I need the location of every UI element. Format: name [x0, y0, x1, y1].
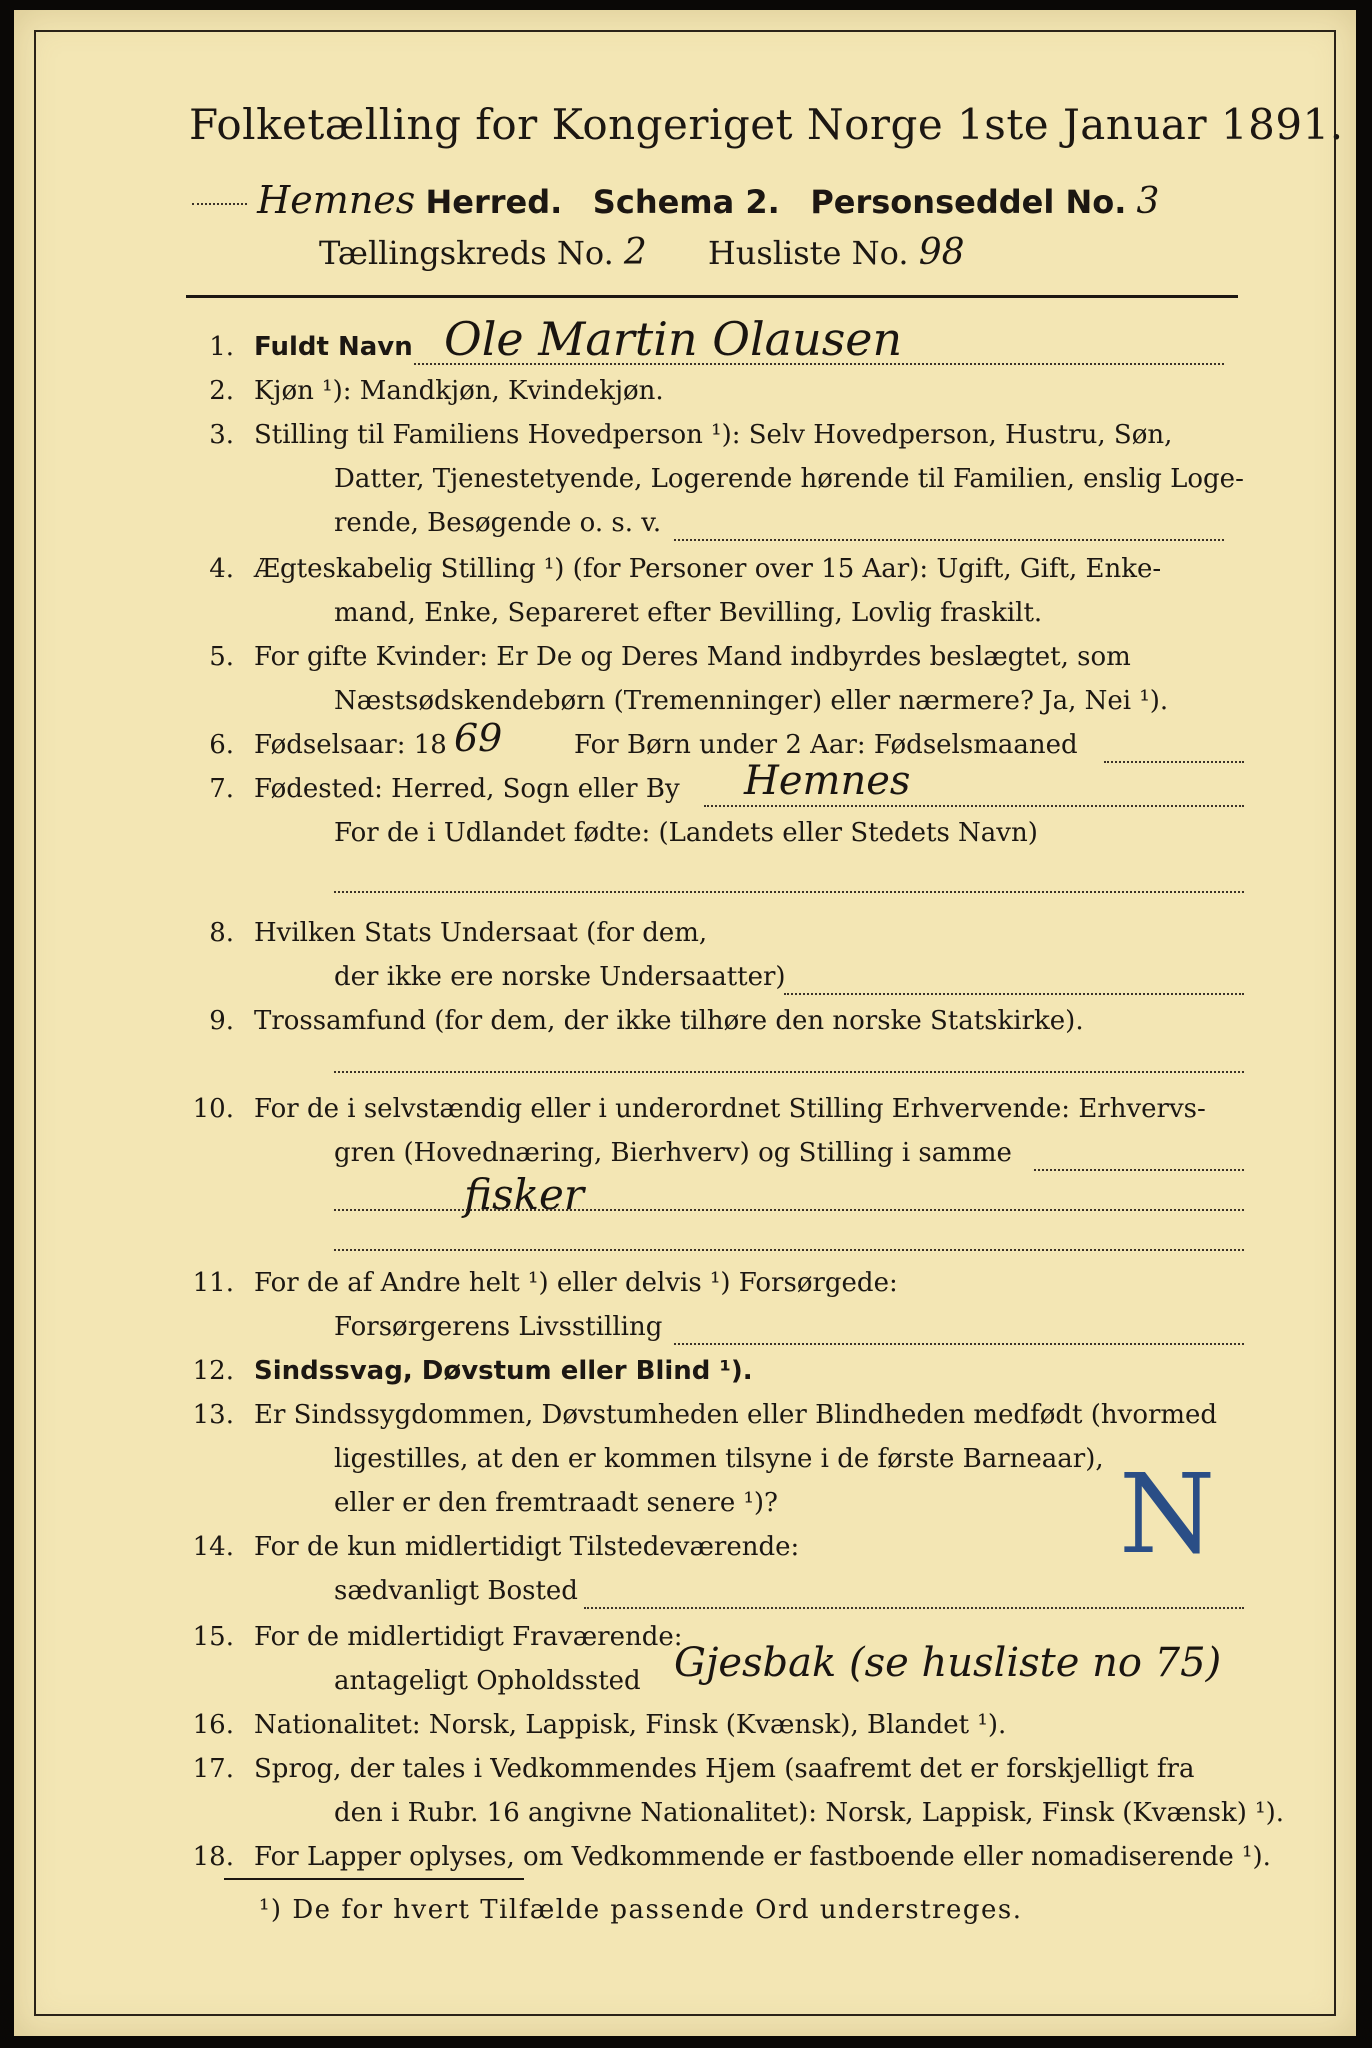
- full-name-handwritten: Ole Martin Olausen: [444, 312, 903, 366]
- row-number: 3.: [209, 420, 234, 450]
- row-10-line-2: gren (Hovednæring, Bierhverv) og Stilling i samme: [334, 1138, 1012, 1168]
- dotted-leader: [674, 1342, 1244, 1345]
- row-13-line-2: ligestilles, at den er kommen tilsyne i de første Barneaar),: [334, 1444, 1104, 1474]
- dotted-leader: [784, 992, 1244, 995]
- row-4-line-1: Ægteskabelig Stilling ¹) (for Personer over 15 Aar): Ugift, Gift, Enke-: [254, 554, 1162, 584]
- row-number: 17.: [192, 1754, 234, 1784]
- row-15-line-2: antageligt Opholdssted: [334, 1666, 641, 1696]
- kreds-line: [319, 232, 965, 273]
- row-9-text: Trossamfund (for dem, der ikke tilhøre den norske Statskirke).: [254, 1006, 1084, 1036]
- occupation-handwritten: fisker: [464, 1170, 584, 1219]
- row-10-line-1: For de i selvstændig eller i underordnet Stilling Erhvervende: Erhvervs-: [254, 1094, 1206, 1124]
- dotted-leader: [1034, 1168, 1244, 1171]
- row-8-line-2: der ikke ere norske Undersaatter): [334, 962, 786, 992]
- dotted-leader: [334, 1208, 1244, 1211]
- dotted-leader: [1104, 760, 1244, 763]
- row-3-line-2: Datter, Tjenestetyende, Logerende hørende til Familien, enslig Loge-: [334, 464, 1244, 494]
- row-number: 5.: [209, 642, 234, 672]
- herred-handwritten: Hemnes: [257, 178, 416, 222]
- row-number: 8.: [209, 918, 234, 948]
- row-number: 7.: [209, 774, 234, 804]
- row-11-line-2: Forsørgerens Livsstilling: [334, 1312, 663, 1342]
- schema-label: Schema 2.: [592, 183, 780, 221]
- herred-line: [192, 178, 1159, 222]
- row-3-line-1: Stilling til Familiens Hovedperson ¹): Selv Hovedperson, Hustru, Søn,: [254, 420, 1173, 450]
- birthplace-handwritten: Hemnes: [744, 758, 911, 804]
- row-number: 2.: [209, 376, 234, 406]
- personseddel-number: 3: [1136, 181, 1160, 222]
- birth-year-handwritten: 69: [454, 716, 503, 760]
- row-14-line-2: sædvanligt Bosted: [334, 1576, 578, 1606]
- footnote-rule: [224, 1878, 524, 1880]
- footnote: ¹) De for hvert Tilfælde passende Ord understreges.: [259, 1895, 1023, 1925]
- row-number: 14.: [192, 1532, 234, 1562]
- row-number: 9.: [209, 1006, 234, 1036]
- row-7-line-1: Fødested: Herred, Sogn eller By: [254, 774, 680, 804]
- row-15-line-1: For de midlertidigt Fraværende:: [254, 1622, 683, 1652]
- dotted-leader: [674, 538, 1224, 541]
- row-number: 13.: [192, 1400, 234, 1430]
- row-number: 18.: [192, 1842, 234, 1872]
- dotted-leader: [704, 804, 1244, 807]
- husliste-number: 98: [918, 232, 965, 273]
- row-14-line-1: For de kun midlertidigt Tilstedeværende:: [254, 1532, 800, 1562]
- row-number: 1.: [209, 332, 234, 362]
- row-number: 16.: [192, 1710, 234, 1740]
- row-5-line-2: Næstsødskendebørn (Tremenninger) eller nærmere? Ja, Nei ¹).: [334, 686, 1169, 716]
- row-17-line-2: den i Rubr. 16 angivne Nationalitet): Norsk, Lappisk, Finsk (Kvænsk) ¹).: [334, 1798, 1285, 1828]
- dotted-leader: [414, 362, 1224, 365]
- row-13-blue-mark: N: [1119, 1450, 1216, 1578]
- dotted-leader: [334, 1248, 1244, 1251]
- kreds-number: 2: [623, 232, 647, 273]
- row-4-line-2: mand, Enke, Separeret efter Bevilling, Lovlig fraskilt.: [334, 598, 1043, 628]
- row-6-birthyear-label: Fødselsaar: 18: [254, 730, 447, 760]
- dotted-leader: [334, 1070, 1244, 1073]
- row-number: 11.: [192, 1268, 234, 1298]
- herred-label: Herred.: [425, 183, 563, 221]
- row-number: 6.: [209, 730, 234, 760]
- row-number: 10.: [192, 1094, 234, 1124]
- row-number: 4.: [209, 554, 234, 584]
- row-12-text: Sindssvag, Døvstum eller Blind ¹).: [254, 1356, 753, 1386]
- header-rule: [186, 295, 1238, 298]
- husliste-label: Husliste No.: [707, 234, 909, 272]
- row-5-line-1: For gifte Kvinder: Er De og Deres Mand indbyrdes beslægtet, som: [254, 642, 1131, 672]
- row-17-line-1: Sprog, der tales i Vedkommendes Hjem (saafremt det er forskjelligt fra: [254, 1754, 1195, 1784]
- row-16-text: Nationalitet: Norsk, Lappisk, Finsk (Kvænsk), Blandet ¹).: [254, 1710, 1007, 1740]
- row-number: 12.: [192, 1356, 234, 1386]
- form-title: Folketælling for Kongeriget Norge 1ste Januar 1891.: [189, 100, 1344, 149]
- dotted-leader: [584, 1606, 1244, 1609]
- row-3-line-3: rende, Besøgende o. s. v.: [334, 508, 662, 538]
- dotted-leader: [334, 890, 1244, 893]
- dotted-leader: [192, 202, 247, 205]
- row-8-line-1: Hvilken Stats Undersaat (for dem,: [254, 918, 708, 948]
- row-11-line-1: For de af Andre helt ¹) eller delvis ¹) Forsørgede:: [254, 1268, 898, 1298]
- temporary-residence-handwritten: Gjesbak (se husliste no 75): [674, 1640, 1222, 1686]
- census-form: [14, 10, 1356, 2036]
- row-7-line-2: For de i Udlandet fødte: (Landets eller Stedets Navn): [334, 818, 1038, 848]
- row-13-line-3: eller er den fremtraadt senere ¹)?: [334, 1488, 778, 1518]
- row-2-text: Kjøn ¹): Mandkjøn, Kvindekjøn.: [254, 376, 664, 406]
- personseddel-label: Personseddel No.: [810, 183, 1127, 221]
- row-6-birthmonth-label: For Børn under 2 Aar: Fødselsmaaned: [574, 730, 1078, 760]
- row-number: 15.: [192, 1622, 234, 1652]
- kreds-label: Tællingskreds No.: [319, 234, 614, 272]
- row-1-label: Fuldt Navn: [254, 332, 413, 362]
- row-18-text: For Lapper oplyses, om Vedkommende er fastboende eller nomadiserende ¹).: [254, 1842, 1271, 1872]
- row-13-line-1: Er Sindssygdommen, Døvstumheden eller Blindheden medfødt (hvormed: [254, 1400, 1218, 1430]
